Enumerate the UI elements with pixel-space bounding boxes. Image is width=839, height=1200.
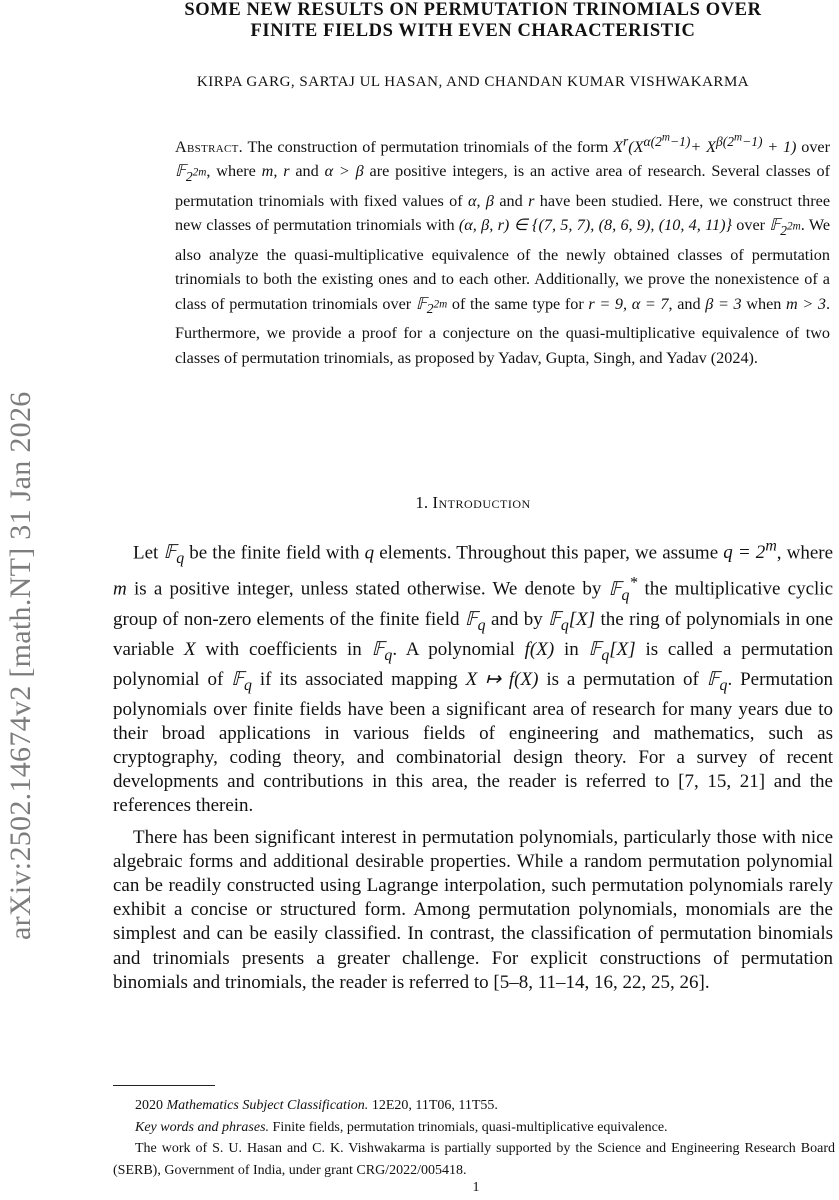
arxiv-identifier-stamp[interactable]: arXiv:2502.14674v2 [math.NT] 31 Jan 2026 bbox=[4, 391, 37, 940]
math-inline: f(X) bbox=[524, 638, 555, 660]
text-run: is a positive integer, unless stated otherwise. We denote by bbox=[133, 578, 602, 600]
abstract-text: , where bbox=[206, 162, 256, 181]
text-run: if its associated mapping bbox=[259, 668, 458, 690]
section-heading bbox=[112, 493, 834, 513]
paper-title bbox=[112, 0, 834, 42]
text-run: . A polynomial bbox=[392, 638, 515, 660]
math-inline: $q = 2^m$ bbox=[723, 538, 777, 564]
paragraph: There has been significant interest in permutation polynomials, particularly those with nice algebraic forms and additional desirable properties. While a random permutation polynomial can be readily constructed using Lagrange interpolation, such permutation polynomials rarely exhibit a concise or structured form. Among permutation polynomials, monomials are the simplest and can be easily classified. In contrast, the classification of permutation binomials and trinomials presents a greater challenge. For explicit constructions of permutation binomials and trinomials, the reader is referred to [5–8, 11–14, 16, 22, 25, 26]. bbox=[113, 826, 833, 993]
math-inline: 𝔽$_{2^{2m}}$ bbox=[415, 294, 448, 317]
text-run: Finite fields, permutation trinomials, quasi-multiplicative equivalence. bbox=[272, 1119, 668, 1135]
math-inline: α bbox=[467, 191, 477, 210]
abstract-text: have been studied. Here, we construct three new classes of permutation trinomials with bbox=[175, 191, 830, 235]
text-run: Let bbox=[133, 542, 159, 564]
abstract-text: are positive integers, is an active area of research. Several classes of permutation trinomials with fixed values of bbox=[175, 162, 831, 210]
abstract-text: over bbox=[736, 216, 766, 235]
math-inline: m > 3 bbox=[786, 294, 827, 313]
math-inline: X bbox=[183, 638, 196, 660]
text-run: the ring of polynomials in one variable bbox=[113, 608, 834, 660]
text-run: , where bbox=[776, 542, 834, 564]
math-inline: r bbox=[528, 191, 535, 210]
text-run: Key words and phrases. bbox=[135, 1119, 270, 1135]
math-inline: β = 3 bbox=[705, 294, 742, 313]
math-inline: (α, β, r) ∈ {(7, 5, 7), (8, 6, 9), (10, 4, 11)} bbox=[458, 216, 732, 235]
abstract-text: . Furthermore, we provide a proof for a conjecture on the quasi-multiplicative equivalence of two classes of permutation trinomials, as proposed by Yadav, Gupta, Singh, and Yadav (2024). bbox=[175, 294, 831, 367]
text-run: be the finite field with bbox=[189, 542, 360, 564]
abstract-text: of the same type for bbox=[451, 294, 584, 313]
text-run: in bbox=[563, 638, 579, 660]
text-run: . Permutation polynomials over finite fields have been a significant area of research for many years due to their broad applications in various fields of engineering and mathematics, such as cryptography, coding theory, and combinatorial design theory. For a survey of recent developments and contributions in this area, the reader is referred to [7, 15, 21] and the references therein. bbox=[113, 668, 833, 817]
author-list: KIRPA GARG, SARTAJ UL HASAN, AND CHANDAN KUMAR VISHWAKARMA bbox=[196, 74, 750, 90]
abstract: Abstract. The construction of permutation trinomials of the form $X^r(X^{\alpha(2^m-1)}+ X^{\beta(2^m-1)} + 1)$ over 𝔽$_{2^{2m}}$, where m, r and α > β are positive integers, is an active area of research. Several classes of permutation trinomials with fixed values of α, β and r have been studied. Here, we construct three new classes of permutation trinomials with (α, β, r) ∈ {(7, 5, 7), (8, 6, 9), (10, 4, 11)} over 𝔽$_{2^{2m}}$. We also analyze the quasi-multiplicative equivalence of the newly obtained classes of permutation trinomials to both the existing ones and to each other. Additionally, we prove the nonexistence of a class of permutation trinomials over 𝔽$_{2^{2m}}$ of the same type for r = 9, α = 7, and β = 3 when m > 3. Furthermore, we provide a proof for a conjecture on the quasi-multiplicative equivalence of two classes of permutation trinomials, as proposed by Yadav, Gupta, Singh, and Yadav (2024). bbox=[175, 131, 831, 367]
math-inline: X ↦ f(X) bbox=[465, 668, 539, 690]
math-inline: 𝔽$_{2^{2m}}$ bbox=[769, 216, 801, 238]
abstract-label: Abstract. bbox=[175, 137, 243, 156]
text-run: the multiplicative cyclic group of non-zero elements of the finite field bbox=[113, 578, 834, 630]
abstract-text: when bbox=[746, 294, 782, 313]
footnotes bbox=[113, 1095, 835, 1181]
math-inline: 𝔽$_q$[X] bbox=[588, 638, 636, 664]
math-inline: 𝔽$_{2^{2m}}$ bbox=[175, 162, 207, 184]
footnote-funding: The work of S. U. Hasan and C. K. Vishwakarma is partially supported by the Science and Engineering Research Board (SERB), Government of India, under grant CRG/2022/005418. bbox=[113, 1141, 835, 1178]
math-inline: m, r bbox=[261, 162, 290, 181]
abstract-text: over bbox=[801, 137, 830, 156]
math-inline: 𝔽$_q$[X] bbox=[548, 608, 596, 634]
text-run: is called a permutation polynomial of bbox=[113, 638, 834, 690]
section-title: Introduction bbox=[432, 493, 531, 512]
abstract-text: The construction of permutation trinomials of the form bbox=[247, 137, 609, 156]
math-inline: 𝔽$_q$ bbox=[706, 668, 728, 694]
math-inline: β bbox=[485, 191, 494, 210]
section-number: 1. bbox=[415, 493, 429, 512]
title-line-2: FINITE FIELDS WITH EVEN CHARACTERISTIC bbox=[250, 21, 696, 41]
math-inline: 𝔽$_q$ bbox=[464, 608, 486, 634]
math-inline: r = 9, α = 7 bbox=[588, 294, 669, 313]
math-inline: q bbox=[364, 542, 375, 564]
footnote-rule bbox=[113, 1085, 215, 1086]
footnote-keywords bbox=[113, 1117, 835, 1139]
text-run: elements. Throughout this paper, we assume bbox=[379, 542, 719, 564]
page-number: 1 bbox=[472, 1180, 480, 1195]
abstract-text: . We also analyze the quasi-multiplicative equivalence of the newly obtained classes of permutation trinomials to both the existing ones and to each other. Additionally, we prove the nonexistence of a class of permutation trinomials over bbox=[175, 216, 831, 313]
math-inline: m bbox=[113, 578, 127, 600]
math-inline: $X^r(X^{\alpha(2^m-1)}+ X^{\beta(2^m-1)} + 1)$ bbox=[613, 131, 797, 156]
text-run: with coefficients in bbox=[205, 638, 362, 660]
title-line-1: SOME NEW RESULTS ON PERMUTATION TRINOMIALS OVER bbox=[184, 0, 762, 20]
math-inline: α > β bbox=[324, 162, 364, 181]
math-inline: 𝔽$_q$* bbox=[608, 574, 638, 604]
footnote-msc bbox=[113, 1095, 835, 1117]
text-run: 2020 bbox=[135, 1098, 163, 1113]
text-run: Mathematics Subject Classification. bbox=[166, 1098, 369, 1113]
text-run: and by bbox=[490, 608, 543, 630]
math-inline: 𝔽$_q$ bbox=[163, 542, 185, 568]
introduction-body bbox=[113, 535, 833, 1002]
math-inline: 𝔽$_q$ bbox=[231, 668, 252, 694]
math-inline: 𝔽$_q$ bbox=[371, 638, 393, 664]
text-run: 12E20, 11T06, 11T55. bbox=[371, 1098, 498, 1113]
paragraph bbox=[113, 535, 833, 819]
text-run: is a permutation of bbox=[546, 668, 699, 690]
